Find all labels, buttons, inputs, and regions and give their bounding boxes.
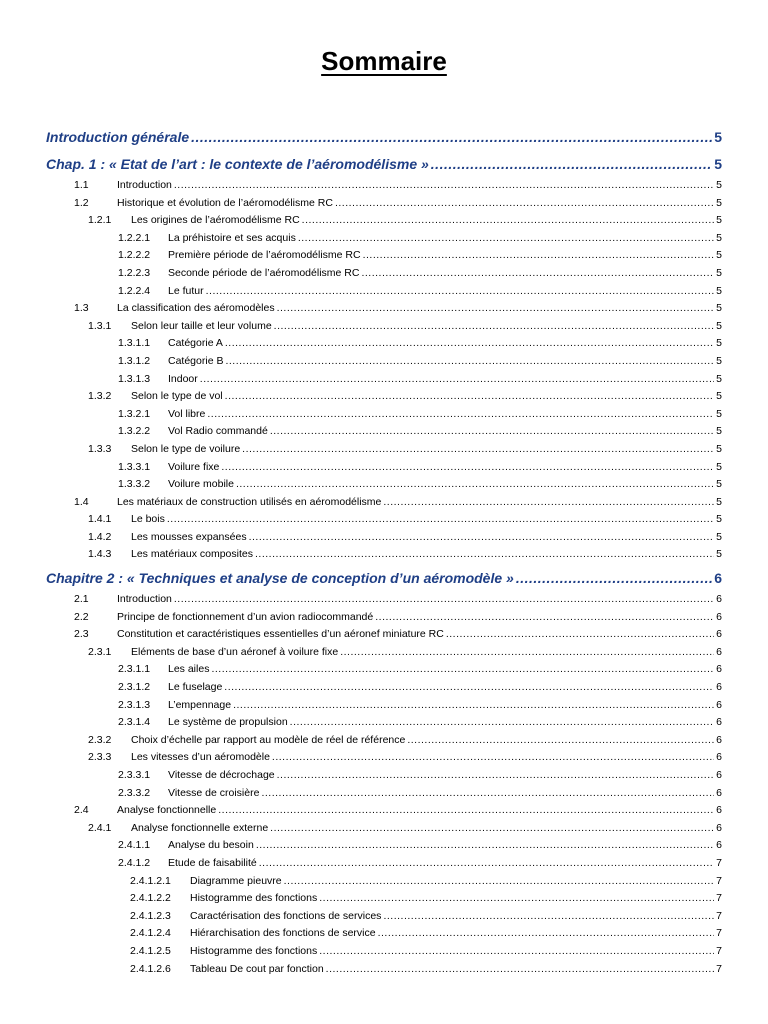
toc-entry-title: Analyse fonctionnelle externe <box>131 821 269 834</box>
toc-entry-title: Les matériaux composites <box>131 548 253 561</box>
toc-entry-title: Les ailes <box>168 663 210 676</box>
dot-leader <box>284 873 715 891</box>
dot-leader <box>249 529 715 547</box>
toc-entry-number: 1.3.3.2 <box>118 478 151 491</box>
dot-leader <box>277 300 715 318</box>
dot-leader <box>236 476 714 494</box>
toc-entry[interactable] <box>46 476 722 494</box>
toc-page-number: 7 <box>716 856 722 869</box>
toc-page-number: 5 <box>716 214 722 227</box>
toc-entry-title: Le système de propulsion <box>168 716 288 729</box>
toc-page-number: 5 <box>716 284 722 297</box>
toc-entry-title: Le futur <box>168 284 204 297</box>
dot-leader <box>319 890 714 908</box>
toc-entry-number: 2.4.1.2.4 <box>130 927 171 940</box>
toc-entry-title: Constitution et caractéristiques essentielles d’un aéronef miniature RC <box>117 628 444 641</box>
toc-page-number: 5 <box>714 129 722 145</box>
toc-entry-number: 2.4.1.1 <box>118 839 151 852</box>
dot-leader <box>224 679 714 697</box>
dot-leader <box>191 124 712 150</box>
dot-leader <box>361 265 714 283</box>
toc-entry[interactable] <box>46 785 722 803</box>
toc-entry-number: 1.3.2.2 <box>118 425 151 438</box>
toc-entry[interactable] <box>46 195 722 213</box>
toc-entry[interactable] <box>46 697 722 715</box>
toc-entry-number: 1.2.2.3 <box>118 266 151 279</box>
toc-entry-title: Eléments de base d’un aéronef à voilure fixe <box>131 645 339 658</box>
toc-entry[interactable] <box>46 890 722 908</box>
dot-leader <box>259 855 714 873</box>
toc-entry-number: 1.4.1 <box>88 513 112 526</box>
toc-page-number: 6 <box>716 821 722 834</box>
toc-page-number: 5 <box>716 425 722 438</box>
toc-entry[interactable] <box>46 767 722 785</box>
toc-entry[interactable] <box>46 511 722 529</box>
dot-leader <box>200 371 714 389</box>
dot-leader <box>274 318 714 336</box>
toc-entry-number: 2.3.1.2 <box>118 681 151 694</box>
table-of-contents <box>46 124 722 978</box>
toc-entry-title: Première période de l’aéromodélisme RC <box>168 249 361 262</box>
toc-entry-number: 2.4.1.2.3 <box>130 909 171 922</box>
dot-leader <box>270 423 714 441</box>
toc-entry-title: Selon le type de vol <box>131 390 223 403</box>
toc-entry-number: 1.1 <box>74 179 89 191</box>
toc-page-number: 5 <box>716 354 722 367</box>
toc-entry-number: 2.4.1.2.2 <box>130 892 171 905</box>
toc-page-number: 5 <box>716 548 722 561</box>
toc-entry-title: Analyse fonctionnelle <box>117 804 217 817</box>
toc-page-number: 5 <box>716 478 722 491</box>
toc-entry-title: Voilure fixe <box>168 460 220 473</box>
toc-entry-title: Le fuselage <box>168 681 223 694</box>
toc-entry[interactable] <box>46 908 722 926</box>
toc-page-number: 5 <box>716 460 722 473</box>
toc-entry-number: 1.4.3 <box>88 548 112 561</box>
toc-entry[interactable] <box>46 529 722 547</box>
toc-entry-title: Hiérarchisation des fonctions de service <box>190 927 376 940</box>
toc-entry-number: 1.3.2.1 <box>118 407 151 420</box>
toc-entry-title: L’empennage <box>168 698 232 711</box>
toc-entry-number: 1.2.2.1 <box>118 231 151 244</box>
toc-entry-number: 2.3.3.1 <box>118 769 151 781</box>
toc-entry[interactable] <box>46 265 722 283</box>
dot-leader <box>261 785 714 803</box>
toc-entry-number: 2.4 <box>74 804 89 817</box>
toc-page-number: 5 <box>716 495 722 508</box>
toc-entry-title: Choix d’échelle par rapport au modèle de réel de référence <box>131 733 406 746</box>
toc-entry-title: Vitesse de croisière <box>168 786 260 799</box>
toc-page-number: 6 <box>716 645 722 658</box>
toc-page-number: 6 <box>716 716 722 729</box>
toc-page-number: 6 <box>716 786 722 799</box>
toc-page-number: 6 <box>716 593 722 606</box>
toc-page-number: 5 <box>716 390 722 403</box>
toc-entry-title: Catégorie A <box>168 337 223 350</box>
toc-page-number: 6 <box>716 628 722 641</box>
toc-entry-title: Principe de fonctionnement d’un avion radiocommandé <box>117 610 374 623</box>
toc-entry-title: Le bois <box>131 513 165 526</box>
toc-page-number: 7 <box>716 944 722 957</box>
toc-entry-title: Introduction <box>117 179 172 191</box>
dot-leader <box>378 925 715 943</box>
toc-entry[interactable] <box>46 177 722 195</box>
toc-entry-number: 1.3.1 <box>88 319 112 332</box>
toc-entry-number: 1.2.2.4 <box>118 284 151 297</box>
dot-leader <box>174 177 714 195</box>
toc-entry-title: La préhistoire et ses acquis <box>168 231 296 244</box>
toc-entry[interactable] <box>46 661 722 679</box>
toc-entry-title: Vitesse de décrochage <box>168 769 275 781</box>
toc-entry[interactable] <box>46 230 722 248</box>
toc-entry-number: 2.1 <box>74 593 89 606</box>
toc-entry[interactable] <box>46 644 722 662</box>
toc-chapter[interactable] <box>46 151 722 177</box>
toc-page-number: 5 <box>716 513 722 526</box>
toc-entry-title: Voilure mobile <box>168 478 234 491</box>
toc-entry-number: 1.2 <box>74 196 89 209</box>
toc-entry-title: Vol Radio commandé <box>168 425 268 438</box>
toc-entry-title: Analyse du besoin <box>168 839 254 852</box>
dot-leader <box>375 609 714 627</box>
dot-leader <box>225 353 714 371</box>
toc-page-number: 5 <box>716 266 722 279</box>
toc-entry-title: Vol libre <box>168 407 206 420</box>
toc-page-number: 5 <box>716 337 722 350</box>
toc-entry-number: 2.3 <box>74 628 89 641</box>
toc-entry-number: 2.4.1.2.1 <box>130 874 171 887</box>
toc-entry-number: 2.4.1.2 <box>118 856 151 869</box>
toc-entry-number: 2.4.1.2.5 <box>130 944 171 957</box>
toc-entry-title: Indoor <box>168 372 198 385</box>
toc-entry-title: Chap. 1 : « Etat de l’art : le contexte de l’aéromodélisme » <box>46 156 429 172</box>
toc-entry-title: La classification des aéromodèles <box>117 302 275 315</box>
dot-leader <box>431 151 712 177</box>
toc-entry[interactable] <box>46 388 722 406</box>
toc-entry-number: 1.3.3.1 <box>118 460 151 473</box>
toc-entry-title: Diagramme pieuvre <box>190 874 282 887</box>
toc-entry[interactable] <box>46 353 722 371</box>
dot-leader <box>233 697 714 715</box>
toc-page-number: 6 <box>716 610 722 623</box>
toc-entry[interactable] <box>46 855 722 873</box>
dot-leader <box>290 714 715 732</box>
toc-entry-number: 1.3.2 <box>88 390 112 403</box>
toc-page-number: 5 <box>714 156 722 172</box>
toc-entry[interactable] <box>46 494 722 512</box>
toc-entry-number: 1.3 <box>74 302 89 315</box>
toc-page-number: 6 <box>716 681 722 694</box>
toc-entry-title: Catégorie B <box>168 354 224 367</box>
toc-entry[interactable] <box>46 749 722 767</box>
dot-leader <box>225 335 714 353</box>
dot-leader <box>174 591 714 609</box>
toc-entry[interactable] <box>46 943 722 961</box>
toc-page-number: 5 <box>716 372 722 385</box>
toc-entry[interactable] <box>46 873 722 891</box>
toc-entry-number: 1.2.1 <box>88 214 112 227</box>
toc-entry[interactable] <box>46 546 722 564</box>
dot-leader <box>221 459 714 477</box>
toc-page-number: 6 <box>714 570 722 587</box>
toc-entry-title: Selon leur taille et leur volume <box>131 319 272 332</box>
toc-chapter[interactable] <box>46 565 722 591</box>
toc-entry-number: 2.3.3.2 <box>118 786 151 799</box>
dot-leader <box>218 802 714 820</box>
dot-leader <box>277 767 715 785</box>
toc-page-number: 5 <box>716 179 722 191</box>
toc-entry[interactable] <box>46 406 722 424</box>
dot-leader <box>326 961 714 979</box>
toc-entry-number: 1.4 <box>74 495 89 508</box>
toc-entry-number: 1.3.1.3 <box>118 372 151 385</box>
toc-entry[interactable] <box>46 300 722 318</box>
toc-entry[interactable] <box>46 335 722 353</box>
toc-entry[interactable] <box>46 371 722 389</box>
toc-entry-number: 1.2.2.2 <box>118 249 151 262</box>
toc-entry-title: Introduction <box>117 593 172 606</box>
toc-entry[interactable] <box>46 820 722 838</box>
dot-leader <box>383 494 714 512</box>
toc-entry[interactable] <box>46 591 722 609</box>
dot-leader <box>407 732 714 750</box>
dot-leader <box>516 565 712 591</box>
toc-page-number: 7 <box>716 927 722 940</box>
toc-entry-number: 2.3.3 <box>88 751 112 764</box>
toc-entry[interactable] <box>46 679 722 697</box>
toc-entry[interactable] <box>46 925 722 943</box>
dot-leader <box>446 626 714 644</box>
toc-entry[interactable] <box>46 837 722 855</box>
toc-entry-title: Les mousses expansées <box>131 530 247 543</box>
toc-page-number: 7 <box>716 892 722 905</box>
toc-entry-title: Histogramme des fonctions <box>190 892 318 905</box>
dot-leader <box>207 406 714 424</box>
toc-entry-number: 1.4.2 <box>88 530 112 543</box>
toc-entry[interactable] <box>46 283 722 301</box>
toc-page-number: 6 <box>716 663 722 676</box>
toc-entry[interactable] <box>46 732 722 750</box>
toc-page-number: 6 <box>716 839 722 852</box>
toc-entry[interactable] <box>46 802 722 820</box>
toc-entry-title: Histogramme des fonctions <box>190 944 318 957</box>
dot-leader <box>225 388 715 406</box>
toc-page-number: 5 <box>716 530 722 543</box>
toc-page-number: 7 <box>716 874 722 887</box>
dot-leader <box>255 546 714 564</box>
toc-page-number: 7 <box>716 909 722 922</box>
dot-leader <box>383 908 714 926</box>
toc-entry-title: Selon le type de voilure <box>131 442 241 455</box>
toc-entry[interactable] <box>46 459 722 477</box>
dot-leader <box>211 661 714 679</box>
dot-leader <box>302 212 714 230</box>
toc-entry-title: Les matériaux de construction utilisés en aéromodélisme <box>117 495 382 508</box>
dot-leader <box>319 943 714 961</box>
dot-leader <box>335 195 714 213</box>
toc-entry[interactable] <box>46 961 722 979</box>
dot-leader <box>270 820 714 838</box>
toc-entry-title: Historique et évolution de l’aéromodélisme RC <box>117 196 333 209</box>
toc-entry[interactable] <box>46 714 722 732</box>
toc-entry-title: Chapitre 2 : « Techniques et analyse de conception d’un aéromodèle » <box>46 570 514 587</box>
toc-entry-number: 2.3.1.4 <box>118 716 151 729</box>
dot-leader <box>242 441 714 459</box>
toc-page-number: 5 <box>716 196 722 209</box>
dot-leader <box>167 511 714 529</box>
toc-page-number: 5 <box>716 231 722 244</box>
toc-entry[interactable] <box>46 609 722 627</box>
toc-entry-title: Caractérisation des fonctions de services <box>190 909 382 922</box>
toc-entry-title: Etude de faisabilité <box>168 856 257 869</box>
toc-entry-number: 2.3.1 <box>88 645 112 658</box>
dot-leader <box>340 644 714 662</box>
toc-page-number: 6 <box>716 769 722 781</box>
toc-entry-number: 2.3.1.3 <box>118 698 151 711</box>
toc-entry[interactable] <box>46 212 722 230</box>
dot-leader <box>256 837 714 855</box>
toc-entry-title: Seconde période de l’aéromodélisme RC <box>168 266 360 279</box>
toc-entry-number: 1.3.1.1 <box>118 337 151 350</box>
toc-page-number: 6 <box>716 751 722 764</box>
toc-page-number: 7 <box>716 962 722 975</box>
toc-entry[interactable] <box>46 247 722 265</box>
dot-leader <box>298 230 714 248</box>
toc-page-number: 5 <box>716 442 722 455</box>
toc-entry-title: Les origines de l’aéromodélisme RC <box>131 214 300 227</box>
toc-entry[interactable] <box>46 626 722 644</box>
page-title: Sommaire <box>321 46 447 76</box>
dot-leader <box>206 283 715 301</box>
toc-page-number: 5 <box>716 319 722 332</box>
toc-entry[interactable] <box>46 318 722 336</box>
toc-entry-number: 2.2 <box>74 610 89 623</box>
toc-entry[interactable] <box>46 423 722 441</box>
toc-entry[interactable] <box>46 441 722 459</box>
toc-entry-number: 2.4.1.2.6 <box>130 962 171 975</box>
toc-page-number: 6 <box>716 733 722 746</box>
toc-entry-title: Tableau De cout par fonction <box>190 962 324 975</box>
toc-entry-title: Les vitesses d’un aéromodèle <box>131 751 270 764</box>
toc-entry-number: 1.3.3 <box>88 442 112 455</box>
toc-page-number: 6 <box>716 804 722 817</box>
toc-entry-number: 2.3.2 <box>88 733 112 746</box>
dot-leader <box>272 749 714 767</box>
dot-leader <box>363 247 715 265</box>
toc-chapter[interactable] <box>46 124 722 150</box>
toc-page-number: 5 <box>716 302 722 315</box>
toc-page-number: 5 <box>716 249 722 262</box>
toc-page-number: 6 <box>716 698 722 711</box>
toc-entry-title: Introduction générale <box>46 129 190 145</box>
toc-page-number: 5 <box>716 407 722 420</box>
toc-entry-number: 1.3.1.2 <box>118 354 151 367</box>
toc-entry-number: 2.4.1 <box>88 821 112 834</box>
toc-entry-number: 2.3.1.1 <box>118 663 151 676</box>
